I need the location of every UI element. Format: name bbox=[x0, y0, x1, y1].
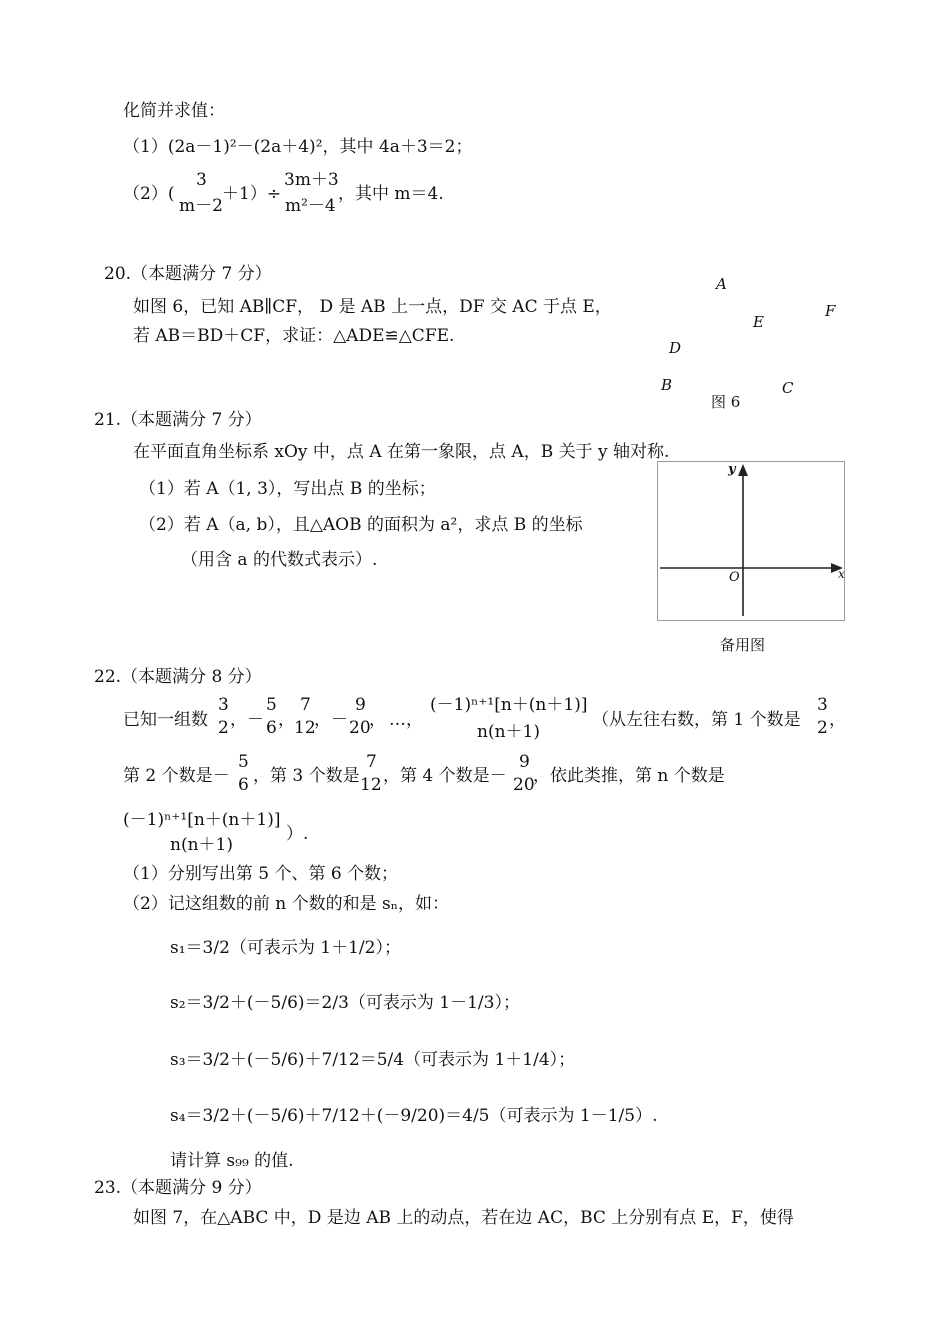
fig6-label-e: E bbox=[753, 313, 764, 331]
q19-frac1-bot: m－2 bbox=[179, 196, 223, 216]
q22-s2: s₂＝3/2＋(－5/6)＝2/3（可表示为 1－1/3）； bbox=[170, 993, 520, 1013]
q21-part2: （2）若 A（a, b），且△AOB 的面积为 a²，求点 B 的坐标 bbox=[139, 515, 583, 535]
term3-top: 7 bbox=[300, 695, 311, 715]
fourth-top: 9 bbox=[519, 752, 530, 772]
q19-p2-plus: ＋1）÷ bbox=[222, 184, 282, 204]
line3-top: (－1)ⁿ⁺¹[n＋(n＋1)] bbox=[123, 810, 281, 830]
third-top: 7 bbox=[366, 752, 377, 772]
second-top: 5 bbox=[238, 752, 249, 772]
q20-header: 20.（本题满分 7 分） bbox=[104, 264, 272, 284]
line3-bot: n(n＋1) bbox=[170, 835, 233, 855]
q19-frac1-top: 3 bbox=[196, 170, 207, 190]
line2-d: ，依此类推，第 n 个数是 bbox=[533, 766, 725, 786]
fig6-caption: 图 6 bbox=[711, 393, 741, 411]
graph-x-label: x bbox=[838, 567, 845, 581]
term4-top: 9 bbox=[355, 695, 366, 715]
q20-line2: 若 AB＝BD＋CF，求证：△ADE≌△CFE. bbox=[133, 326, 455, 346]
q22-ellipsis: …， bbox=[389, 710, 423, 730]
q22-general-top: (－1)ⁿ⁺¹[n＋(n＋1)] bbox=[430, 695, 588, 715]
q22-part1: （1）分别写出第 5 个、第 6 个数； bbox=[123, 864, 399, 884]
fig6-label-b: B bbox=[661, 376, 673, 394]
fourth-bot: 20 bbox=[513, 775, 535, 795]
term4-bot: 20 bbox=[349, 718, 371, 738]
term2-sign: － bbox=[247, 710, 264, 730]
term1-bot: 2 bbox=[218, 718, 229, 738]
fig6-label-d: D bbox=[669, 339, 682, 357]
q19-p2-prefix: （2）( bbox=[123, 184, 175, 204]
term2-bot: 6 bbox=[266, 718, 277, 738]
comma-2: ， bbox=[278, 710, 295, 730]
q23-header: 23.（本题满分 9 分） bbox=[94, 1178, 262, 1198]
q21-part1: （1）若 A（1, 3），写出点 B 的坐标； bbox=[139, 479, 436, 499]
fig6-label-f: F bbox=[825, 302, 836, 320]
line2-c: ，第 4 个数是－ bbox=[383, 766, 507, 786]
term2-top: 5 bbox=[266, 695, 277, 715]
comma-1: ， bbox=[230, 710, 247, 730]
q22-s3: s₃＝3/2＋(－5/6)＋7/12＝5/4（可表示为 1＋1/4）； bbox=[170, 1050, 576, 1070]
comma-first: ， bbox=[829, 710, 846, 730]
comma-3: ， bbox=[314, 710, 331, 730]
line2-b: ，第 3 个数是 bbox=[253, 766, 360, 786]
third-bot: 12 bbox=[360, 775, 382, 795]
q22-general-bot: n(n＋1) bbox=[477, 722, 540, 742]
q21-header: 21.（本题满分 7 分） bbox=[94, 410, 262, 430]
graph-origin-label: O bbox=[729, 570, 740, 585]
term1-top: 3 bbox=[218, 695, 229, 715]
q20-line1: 如图 6，已知 AB∥CF， D 是 AB 上一点，DF 交 AC 于点 E， bbox=[133, 297, 612, 317]
fig6-label-a: A bbox=[716, 275, 727, 293]
second-bot: 6 bbox=[238, 775, 249, 795]
comma-4: ， bbox=[369, 710, 386, 730]
line3-end: ）. bbox=[286, 824, 309, 844]
first-top: 3 bbox=[817, 695, 828, 715]
q21-part2b: （用含 a 的代数式表示）. bbox=[181, 550, 378, 570]
q22-s1: s₁＝3/2（可表示为 1＋1/2）； bbox=[170, 938, 401, 958]
term4-sign: － bbox=[331, 710, 348, 730]
q22-seq-after: （从左往右数，第 1 个数是 bbox=[592, 710, 801, 730]
axes-svg bbox=[658, 462, 844, 620]
q19-part1: （1）(2a－1)²－(2a＋4)²，其中 4a＋3＝2； bbox=[123, 137, 473, 157]
q19-p2-suffix: ，其中 m＝4. bbox=[338, 184, 444, 204]
coordinate-graph bbox=[657, 461, 845, 621]
q22-seq-prefix: 已知一组数 bbox=[123, 710, 208, 730]
graph-caption: 备用图 bbox=[720, 636, 766, 654]
q22-header: 22.（本题满分 8 分） bbox=[94, 667, 262, 687]
first-bot: 2 bbox=[817, 718, 828, 738]
q22-part2: （2）记这组数的前 n 个数的和是 sₙ，如： bbox=[123, 894, 450, 914]
q21-line1: 在平面直角坐标系 xOy 中，点 A 在第一象限，点 A，B 关于 y 轴对称. bbox=[133, 442, 670, 462]
q19-frac2-bot: m²－4 bbox=[285, 196, 336, 216]
q23-line1: 如图 7，在△ABC 中，D 是边 AB 上的动点，若在边 AC，BC 上分别有点 E，F，使得 bbox=[133, 1208, 794, 1228]
line2-a: 第 2 个数是－ bbox=[123, 766, 230, 786]
fig6-label-c: C bbox=[782, 379, 794, 397]
q22-ask: 请计算 s₉₉ 的值. bbox=[170, 1151, 294, 1171]
term3-bot: 12 bbox=[294, 718, 316, 738]
q19-frac2-top: 3m＋3 bbox=[284, 170, 339, 190]
graph-y-label: y bbox=[728, 462, 736, 477]
q19-intro: 化简并求值： bbox=[123, 101, 225, 121]
q22-s4: s₄＝3/2＋(－5/6)＋7/12＋(－9/20)＝4/5（可表示为 1－1/5）. bbox=[170, 1106, 658, 1126]
